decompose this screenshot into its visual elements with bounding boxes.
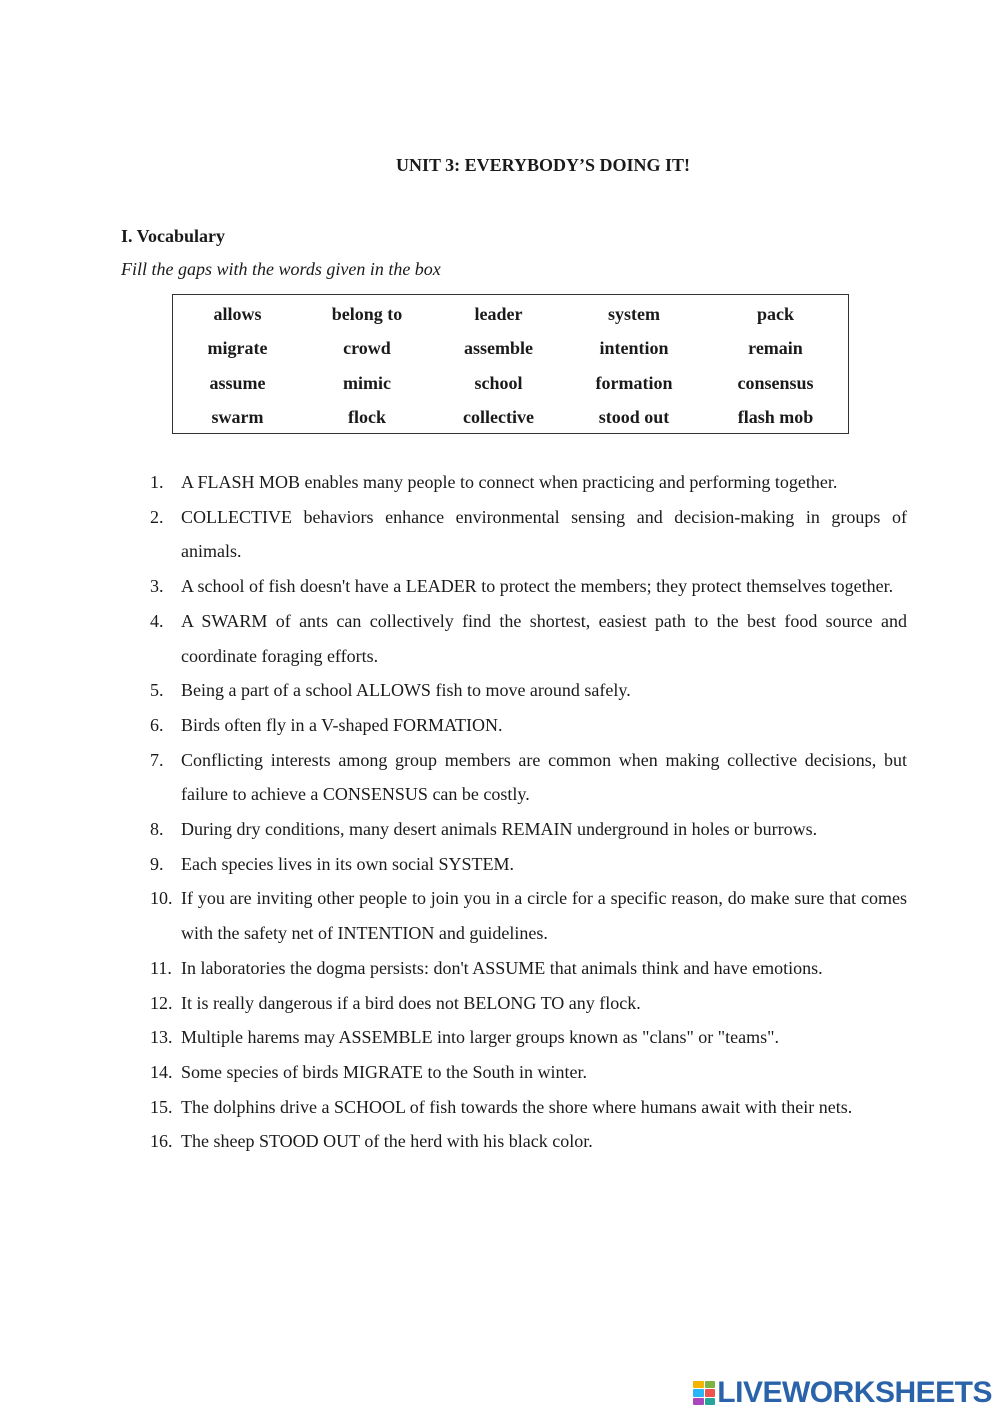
sentence-text: Conflicting interests among group members are common when making collective decisions, but failure to achieve a CONSENSUS can be costly. (181, 749, 907, 805)
sentence-text: Being a part of a school ALLOWS fish to move around safely. (181, 680, 631, 701)
word-box-word: assume (209, 372, 266, 393)
sentence-text: Each species lives in its own social SYSTEM. (181, 853, 514, 874)
word-box-word: intention (599, 338, 669, 359)
word-box-row (173, 366, 848, 401)
sentence-item (150, 500, 907, 569)
sentence-text: Multiple harems may ASSEMBLE into larger groups known as "clans" or "teams". (181, 1027, 779, 1048)
sentence-item (150, 569, 907, 604)
sentence-text: A SWARM of ants can collectively find the shortest, easiest path to the best food source and coordinate foraging efforts. (181, 610, 907, 666)
sentence-number: 16. (150, 1131, 173, 1152)
sentence-number: 15. (150, 1096, 173, 1117)
word-box-word: assemble (464, 338, 533, 359)
word-box-word: collective (463, 407, 534, 428)
word-box-word: pack (756, 303, 794, 324)
sentence-number: 4. (150, 610, 164, 631)
word-box-row (173, 297, 848, 332)
sentence-text: It is really dangerous if a bird does not BELONG TO any flock. (181, 992, 641, 1013)
word-box-word: leader (474, 303, 523, 324)
sentence-item (150, 604, 907, 673)
word-box-word: mimic (343, 372, 391, 393)
sentence-item (150, 1055, 907, 1090)
sentence-text: COLLECTIVE behaviors enhance environmental sensing and decision-making in groups of animals. (181, 506, 907, 562)
sentence-number: 11. (150, 957, 172, 978)
logo-tile (705, 1398, 716, 1405)
word-box-row (173, 401, 848, 436)
logo-tile (705, 1389, 716, 1396)
logo-tile (705, 1381, 716, 1388)
sentence-item (150, 465, 907, 500)
brand-watermark (693, 1376, 992, 1410)
word-box-word: school (474, 372, 523, 393)
word-box-word: belong to (331, 303, 403, 324)
sentence-number: 5. (150, 680, 164, 701)
word-box-table (173, 297, 848, 435)
sentence-list (150, 465, 907, 1159)
sentence-number: 12. (150, 992, 173, 1013)
sentence-item (150, 1124, 907, 1159)
logo-tile (693, 1398, 704, 1405)
sentence-number: 3. (150, 576, 164, 597)
logo-tile (693, 1389, 704, 1396)
sentence-text: A FLASH MOB enables many people to connect when practicing and performing together. (181, 472, 838, 492)
sentence-item (150, 708, 907, 743)
liveworksheets-logo-icon (693, 1381, 715, 1405)
sentence-item (150, 847, 907, 882)
word-box-word: stood out (598, 407, 670, 428)
sentence-text: Birds often fly in a V-shaped FORMATION. (181, 714, 503, 735)
sentence-item (150, 1020, 907, 1055)
word-box-row (173, 332, 848, 367)
sentence-number: 7. (150, 749, 164, 770)
sentence-text: Some species of birds MIGRATE to the South in winter. (181, 1061, 587, 1082)
sentence-number: 2. (150, 506, 164, 527)
word-box-word: remain (748, 338, 803, 359)
sentence-text: The dolphins drive a SCHOOL of fish towards the shore where humans await with their nets. (181, 1096, 853, 1117)
word-box-word: consensus (737, 372, 814, 393)
word-box-word: crowd (343, 338, 391, 359)
sentence-item (150, 986, 907, 1021)
section-heading: I. Vocabulary (121, 226, 226, 246)
sentence-item (150, 812, 907, 847)
logo-tile (693, 1381, 704, 1388)
instruction-text: Fill the gaps with the words given in the box (121, 259, 441, 279)
word-box-word: migrate (207, 338, 268, 359)
sentence-number: 9. (150, 853, 164, 874)
sentence-number: 8. (150, 819, 164, 840)
sentence-item (150, 673, 907, 708)
sentence-text: A school of fish doesn't have a LEADER to protect the members; they protect themselves together. (181, 576, 894, 597)
page-title: UNIT 3: EVERYBODY’S DOING IT! (395, 155, 691, 175)
word-box-word: swarm (211, 407, 264, 428)
sentence-number: 14. (150, 1061, 173, 1082)
sentence-text: In laboratories the dogma persists: don't ASSUME that animals think and have emotions. (181, 957, 823, 978)
sentence-item (150, 743, 907, 812)
sentence-number: 13. (150, 1027, 173, 1048)
sentence-number: 1. (150, 472, 164, 492)
sentence-text: If you are inviting other people to join you in a circle for a specific reason, do make sure that comes with the safety net of INTENTION and guidelines. (181, 888, 907, 944)
brand-name: LIVEWORKSHEETS (717, 1376, 992, 1409)
sentence-text: The sheep STOOD OUT of the herd with his black color. (181, 1131, 593, 1152)
sentence-item (150, 1090, 907, 1125)
word-box-word: allows (213, 303, 262, 324)
word-box-word: flock (348, 407, 386, 428)
word-box-word: system (608, 303, 660, 324)
sentence-item (150, 881, 907, 950)
sentence-item (150, 951, 907, 986)
sentence-number: 10. (150, 888, 173, 909)
sentence-text: During dry conditions, many desert animals REMAIN underground in holes or burrows. (181, 819, 818, 840)
sentence-number: 6. (150, 714, 164, 735)
word-box-word: flash mob (737, 407, 814, 428)
word-box (172, 294, 849, 434)
word-box-word: formation (595, 372, 673, 393)
